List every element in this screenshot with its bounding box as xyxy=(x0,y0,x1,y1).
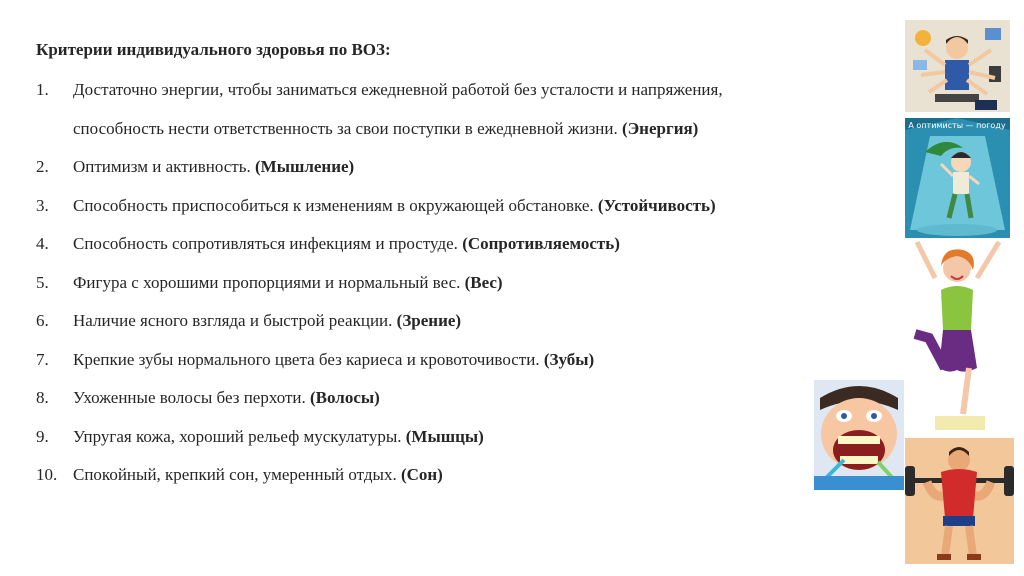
item-text: Ухоженные волосы без перхоти. xyxy=(73,388,306,407)
item-tag: (Мышцы) xyxy=(405,427,484,446)
item-number: 1. xyxy=(36,80,49,99)
strongman-illustration xyxy=(905,438,1014,564)
item-number: 2. xyxy=(36,157,49,176)
item-tag: (Мышление) xyxy=(254,157,355,176)
item-number: 6. xyxy=(36,311,49,330)
item-text: Оптимизм и активность. xyxy=(73,157,251,176)
item-text: Наличие ясного взгляда и быстрой реакции. xyxy=(73,311,393,330)
item-tag: (Зубы) xyxy=(543,350,595,369)
item-tag: (Устойчивость) xyxy=(597,196,716,215)
cheerful-woman-illustration xyxy=(905,238,1010,436)
item-tag: (Зрение) xyxy=(396,311,462,330)
item-number: 10. xyxy=(36,465,58,484)
item-tag: (Сопротивляемость) xyxy=(462,234,620,253)
item-tag: (Волосы) xyxy=(310,388,380,407)
item-text: Достаточно энергии, чтобы заниматься ежедневной работой без усталости и напряжения, xyxy=(73,80,723,99)
multitasking-person-illustration xyxy=(905,20,1010,112)
item-tag: (Вес) xyxy=(464,273,503,292)
item-text: способность нести ответственность за свои поступки в ежедневной жизни. xyxy=(73,119,618,138)
item-text: Спокойный, крепкий сон, умеренный отдых. xyxy=(73,465,397,484)
optimist-caption: А оптимисты — погоду xyxy=(908,121,1006,130)
item-number: 8. xyxy=(36,388,49,407)
item-text: Способность приспособиться к изменениям в окружающей обстановке. xyxy=(73,196,594,215)
dentist-boy-illustration xyxy=(814,380,904,490)
item-text: Способность сопротивляться инфекциям и простуде. xyxy=(73,234,458,253)
slide-title: Критерии индивидуального здоровья по ВОЗ: xyxy=(36,40,391,59)
item-text: Фигура с хорошими пропорциями и нормальный вес. xyxy=(73,273,461,292)
item-tag: (Сон) xyxy=(400,465,443,484)
item-number: 9. xyxy=(36,427,49,446)
optimist-rain-illustration xyxy=(905,118,1010,238)
item-tag: (Энергия) xyxy=(621,119,699,138)
item-number: 5. xyxy=(36,273,49,292)
item-text: Упругая кожа, хороший рельеф мускулатуры. xyxy=(73,427,402,446)
item-number: 7. xyxy=(36,350,49,369)
item-text: Крепкие зубы нормального цвета без кариеса и кровоточивости. xyxy=(73,350,540,369)
item-number: 4. xyxy=(36,234,49,253)
item-number: 3. xyxy=(36,196,49,215)
